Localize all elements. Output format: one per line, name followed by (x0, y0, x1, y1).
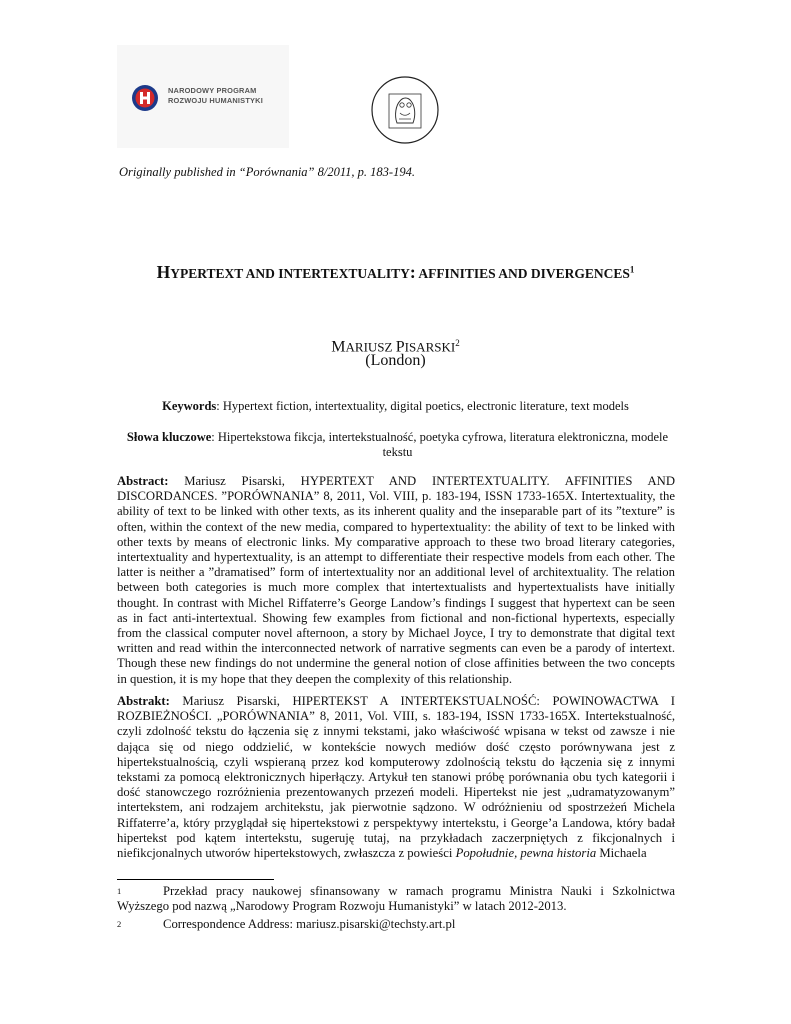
abstract-en-text: Mariusz Pisarski, HYPERTEXT AND INTERTEXTUALITY. AFFINITIES AND DISCORDANCES. ”PORÓWNANIA” 8, 2011, Vol. VIII, p. 183-194, ISSN 1733-165X. Intertextuality, the ability of text to be linked with other texts, as its inherent quality and the inseparable part of its ”texture” is often, within the context of the new media, compared to hypertextuality: the ability of text to be linked with other texts by means of electronic links. My comparative approach to these two broad literary categories, intertextuality and hypertextuality, is an attempt to differentiate their respective models from each other. The latter is neither a ”dramatised” form of intertextuality nor an additional level of architextuality. The relation between both categories is much more complex that intertextualists and hypertextualists have initially thought. In contrast with Michel Riffaterre’s George Landow’s findings I suggest that hypertext can be seen as in fact anti-intertextual. Showing few examples from fictional and non-fictional hypertexts, especially from the classical computer novel afternoon, a story by Michael Joyce, I try to demonstrate that digital text written and read within the interconnected network of narrative segments can even be a parody of intertext. Though these new findings do not undermine the general notion of close affinities between the two concepts in question, it is my hope that they deepen the complexity of this relationship. (117, 474, 675, 686)
author-first-rest: ARIUSZ (345, 339, 396, 355)
nprh-logo-text (168, 86, 263, 106)
slowa-label: Słowa kluczowe (126, 430, 212, 444)
slowa-text: : Hipertekstowa fikcja, intertekstualność, poetyka cyfrowa, literatura elektroniczna, modele tekstu (211, 430, 669, 459)
title-colon: : (409, 262, 416, 282)
keywords-text: : Hypertext fiction, intertextuality, digital poetics, electronic literature, text models (216, 399, 629, 413)
keywords (0, 399, 791, 414)
nprh-logo-icon (131, 84, 159, 112)
title-initial: H (156, 262, 171, 282)
footnote-divider (117, 879, 274, 880)
title-footnote-mark: 1 (629, 264, 635, 275)
slowa-kluczowe (120, 430, 675, 460)
author-first-initial: M (331, 338, 346, 356)
abstract-english (117, 474, 675, 687)
footnote-2-text: Correspondence Address: mariusz.pisarski@techsty.art.pl (163, 917, 456, 931)
logo-line-2: ROZWOJU HUMANISTYKI (168, 96, 263, 105)
author-last-initial: P (395, 338, 405, 356)
paper-title (0, 262, 791, 283)
footnote-1 (117, 884, 675, 914)
abstract-pl-italic: Popołudnie, pewna historia (455, 846, 597, 861)
author-last-rest: ISARSKI (404, 339, 456, 355)
footnote-1-text: Przekład pracy naukowej sfinansowany w ramach programu Ministra Nauki i Szkolnictwa Wyższego pod nazwą „Narodowy Program Rozwoju Humanistyki” w latach 2012-2013. (117, 884, 675, 913)
title-part-1: YPERTEXT AND INTERTEXTUALITY (170, 266, 410, 281)
title-part-2: AFFINITIES AND DIVERGENCES (415, 266, 630, 281)
journal-seal-icon (370, 75, 440, 145)
abstract-polish (117, 694, 675, 861)
footnote-2-number: 2 (117, 919, 122, 929)
abstract-en-label: Abstract: (117, 474, 169, 488)
footnote-2 (117, 917, 675, 932)
logo-line-1: NARODOWY PROGRAM (168, 86, 257, 95)
abstract-pl-label: Abstrakt: (117, 694, 170, 708)
publication-note: Originally published in “Porównania” 8/2011, p. 183-194. (119, 165, 415, 179)
footnote-1-number: 1 (117, 886, 122, 896)
author-location: (London) (365, 352, 426, 369)
abstract-pl-text: Mariusz Pisarski, HIPERTEKST A INTERTEKSTUALNOŚĆ: POWINOWACTWA I ROZBIEŻNOŚCI. „PORÓWNANIA” 8, 2011, Vol. VIII, s. 183-194, ISSN 1733-165X. Intertekstualność, czyli zdolność tekstu do łączenia się z innymi tekstami, jako właściwość wpisana w tekst od zawsze i nie dająca się od niego oddzielić, w kontekście nowych mediów dość często porównywana jest z hipertekstualnością, czyli wspieraną przez kod komputerowy zdolnością tekstu do łączenia się z innymi tekstami za pomocą elektronicznych hiperłączy. Artykuł ten stanowi próbę porównania obu tych kategorii i dość stanowczego rozróżnienia prezentowanych przezeń modeli. Hipertekst nie jest „udramatyzowanym” intertekstem, ani rodzajem architekstu, jak pierwotnie sądzono. W odróżnieniu od spostrzeżeń Michela Riffaterre’a, który przyglądał się hipertekstowi z perspektywy intertekstu, i George’a Landowa, który badał hipertekst pod kątem intertekstu, sugeruję tutaj, na przykładach zaczerpniętych z fikcjonalnych i niefikcjonalnych utworów hipertekstowych, zwłaszcza z powieści (117, 694, 675, 861)
keywords-label: Keywords (162, 399, 217, 413)
author-footnote-mark: 2 (455, 338, 460, 348)
abstract-pl-tail: Michaela (596, 846, 647, 861)
